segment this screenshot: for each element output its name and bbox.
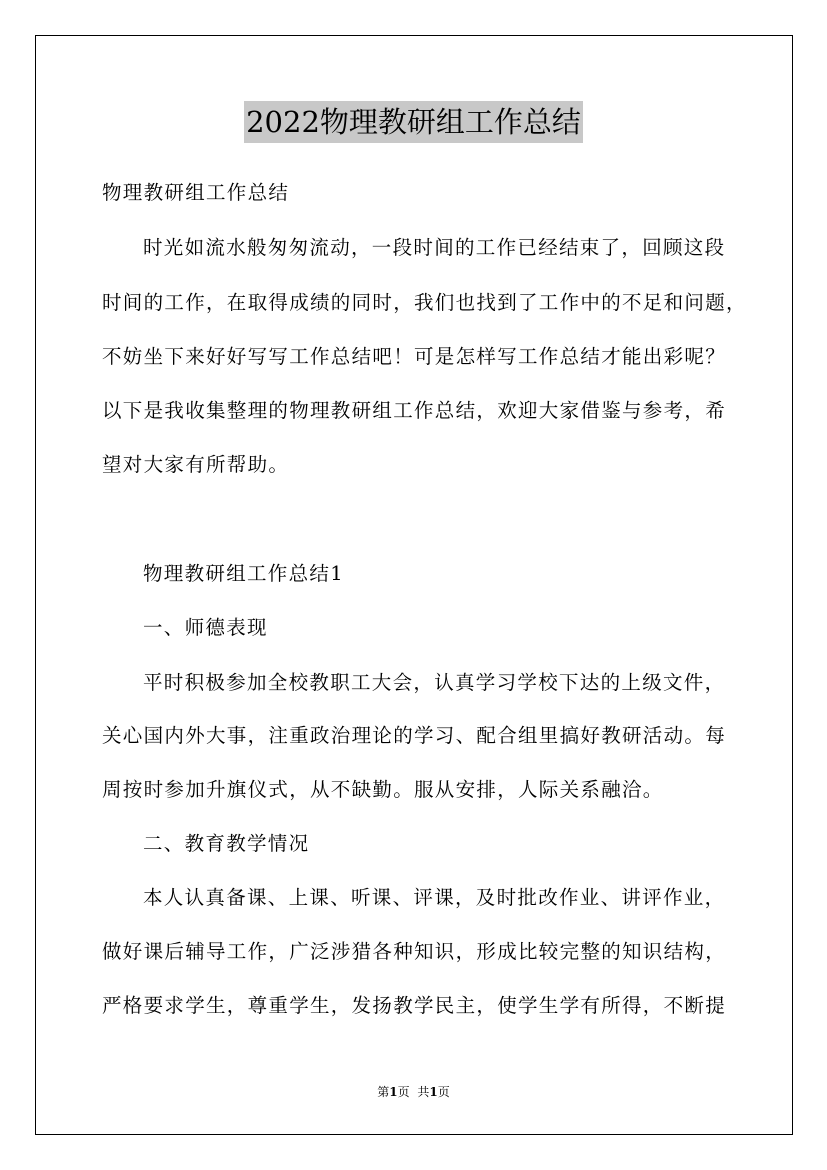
page-number: 1 (389, 1085, 398, 1099)
title-container (0, 101, 827, 143)
paragraph-line: 望对大家有所帮助。 (102, 453, 290, 476)
paragraph-line: 关心国内外大事，注重政治理论的学习、配合组里搞好教研活动。每 (102, 724, 727, 747)
paragraph-line: 本人认真备课、上课、听课、评课，及时批改作业、讲评作业， (143, 886, 726, 909)
section-heading: 物理教研组工作总结1 (143, 562, 344, 585)
document-title: 2022物理教研组工作总结 (244, 101, 583, 143)
total-label-prefix: 共 (417, 1085, 430, 1099)
paragraph-line: 不妨坐下来好好写写工作总结吧！可是怎样写工作总结才能出彩呢？ (102, 345, 727, 368)
subsection-heading: 一、师德表现 (143, 616, 268, 639)
page-footer (0, 1083, 827, 1101)
paragraph-line: 周按时参加升旗仪式，从不缺勤。服从安排，人际关系融洽。 (102, 778, 664, 801)
page-label-suffix: 页 (397, 1085, 410, 1099)
paragraph-line: 时光如流水般匆匆流动，一段时间的工作已经结束了，回顾这段 (143, 236, 726, 259)
total-label-suffix: 页 (437, 1085, 450, 1099)
paragraph-line: 时间的工作，在取得成绩的同时，我们也找到了工作中的不足和问题， (102, 291, 747, 314)
page-label-prefix: 第 (377, 1085, 390, 1099)
intro-heading: 物理教研组工作总结 (102, 181, 290, 204)
paragraph-line: 以下是我收集整理的物理教研组工作总结，欢迎大家借鉴与参考，希 (102, 399, 727, 422)
paragraph-line: 平时积极参加全校教职工大会，认真学习学校下达的上级文件， (143, 671, 726, 694)
paragraph-line: 严格要求学生，尊重学生，发扬教学民主，使学生学有所得，不断提 (102, 994, 727, 1017)
paragraph-line: 做好课后辅导工作，广泛涉猎各种知识，形成比较完整的知识结构， (102, 940, 727, 963)
total-pages: 1 (429, 1085, 438, 1099)
subsection-heading: 二、教育教学情况 (143, 832, 310, 855)
